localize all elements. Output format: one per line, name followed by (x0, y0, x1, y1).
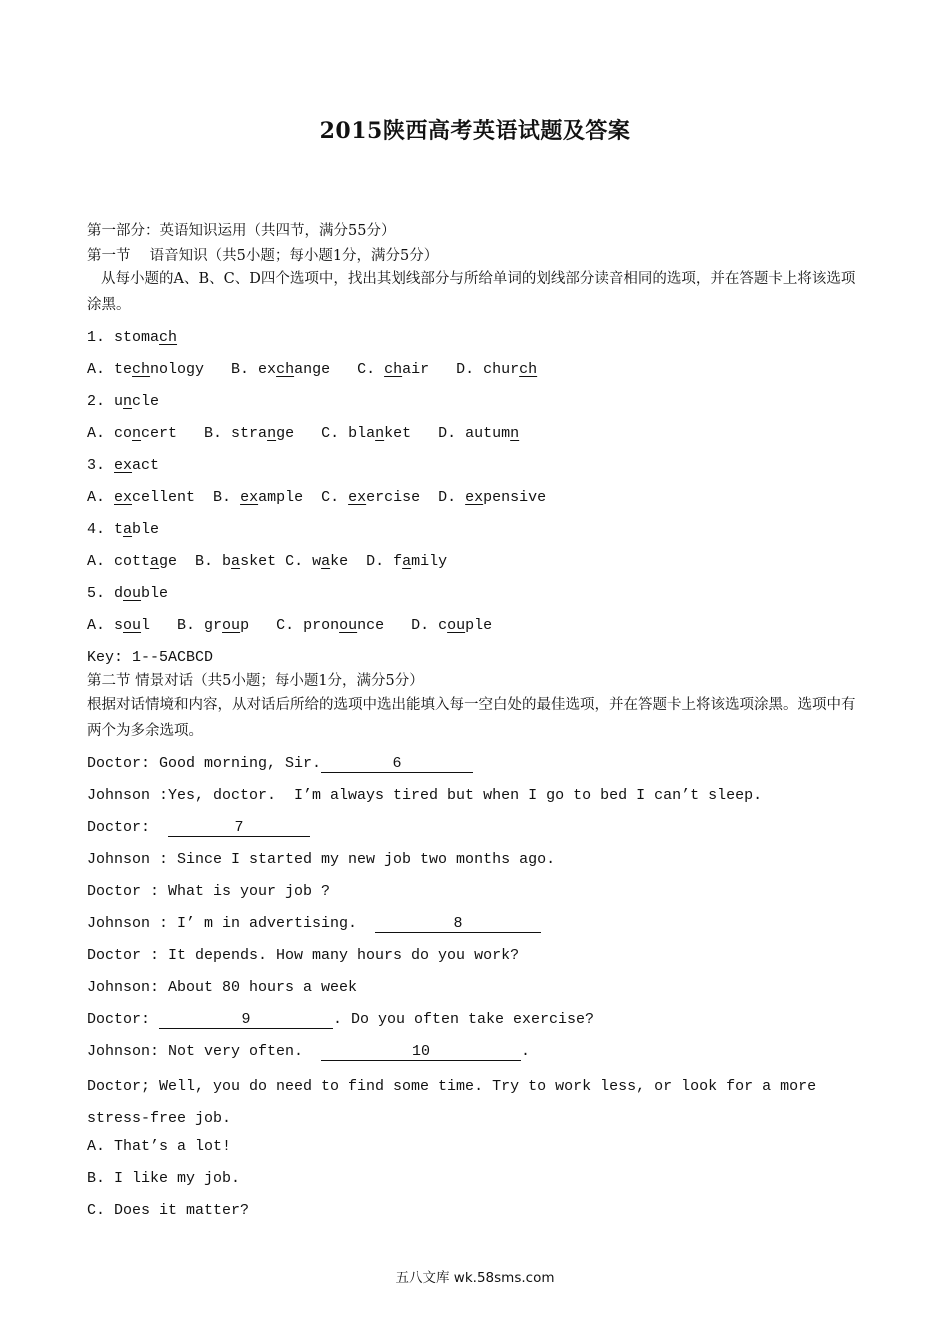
section-heading: 第二节 情景对话（共5小题；每小题1分，满分5分） (87, 673, 424, 689)
question-options: A. concert B. strange C. blanket D. autumn (87, 425, 520, 442)
question-stem: 3. exact (87, 457, 160, 474)
dialogue-line: Doctor : What is your job ? (87, 883, 331, 900)
dialogue-line: Johnson: About 80 hours a week (87, 979, 358, 996)
question-options: A. technology B. exchange C. chair D. church (87, 361, 538, 378)
answer-blank: 6 (321, 754, 473, 773)
dialogue-line: Johnson : I’ m in advertising. 8 (87, 914, 541, 934)
option-item: B. I like my job. (87, 1170, 241, 1187)
section-instruction: 从每小题的A、B、C、D四个选项中，找出其划线部分与所给单词的划线部分读音相同的选项，并在答题卡上将该选项涂黑。 (87, 271, 856, 313)
dialogue-line: Johnson: Not very often. 10 . (87, 1043, 531, 1060)
answer-blank: 10 (321, 1042, 521, 1061)
question-stem: 1. stomach (87, 329, 178, 346)
page-title: 2015陕西高考英语试题及答案 (319, 118, 631, 144)
question-stem: 2. uncle (87, 393, 160, 410)
option-item: A. That’s a lot! (87, 1138, 232, 1155)
dialogue-line: Johnson :Yes, doctor. I’m always tired but when I go to bed I can’t sleep. (87, 787, 763, 804)
dialogue-line: Doctor; Well, you do need to find some time. Try to work less, or look for a more stress-free job. (87, 1078, 817, 1127)
dialogue-line: Doctor: 7 (87, 818, 310, 838)
question-stem: 4. table (87, 521, 160, 538)
dialogue-line: Johnson : Since I started my new job two months ago. (87, 851, 556, 868)
answer-blank: 7 (168, 818, 310, 837)
dialogue-line: Doctor : It depends. How many hours do you work? (87, 947, 520, 964)
answer-key: Key: 1--5ACBCD (87, 649, 214, 666)
question-options: A. soul B. group C. pronounce D. couple (87, 617, 493, 634)
question-options: A. excellent B. example C. exercise D. expensive (87, 489, 547, 506)
dialogue-line: Doctor: 9 . Do you often take exercise? (87, 1011, 595, 1028)
option-item: C. Does it matter? (87, 1202, 250, 1219)
section-heading: 第一节 语音知识（共5小题；每小题1分，满分5分） (87, 248, 439, 264)
question-stem: 5. double (87, 585, 169, 602)
question-options: A. cottage B. basket C. wake D. family (87, 553, 448, 570)
section-instruction: 根据对话情境和内容，从对话后所给的选项中选出能填入每一空白处的最佳选项，并在答题卡上将该选项涂黑。选项中有两个为多余选项。 (87, 697, 856, 739)
footer-watermark: 五八文库 wk.58sms.com (395, 1270, 555, 1286)
answer-blank: 8 (375, 914, 541, 933)
part-heading: 第一部分：英语知识运用（共四节，满分55分） (87, 223, 396, 239)
dialogue-line: Doctor: Good morning, Sir. 6 (87, 754, 473, 774)
answer-blank: 9 (159, 1010, 333, 1029)
